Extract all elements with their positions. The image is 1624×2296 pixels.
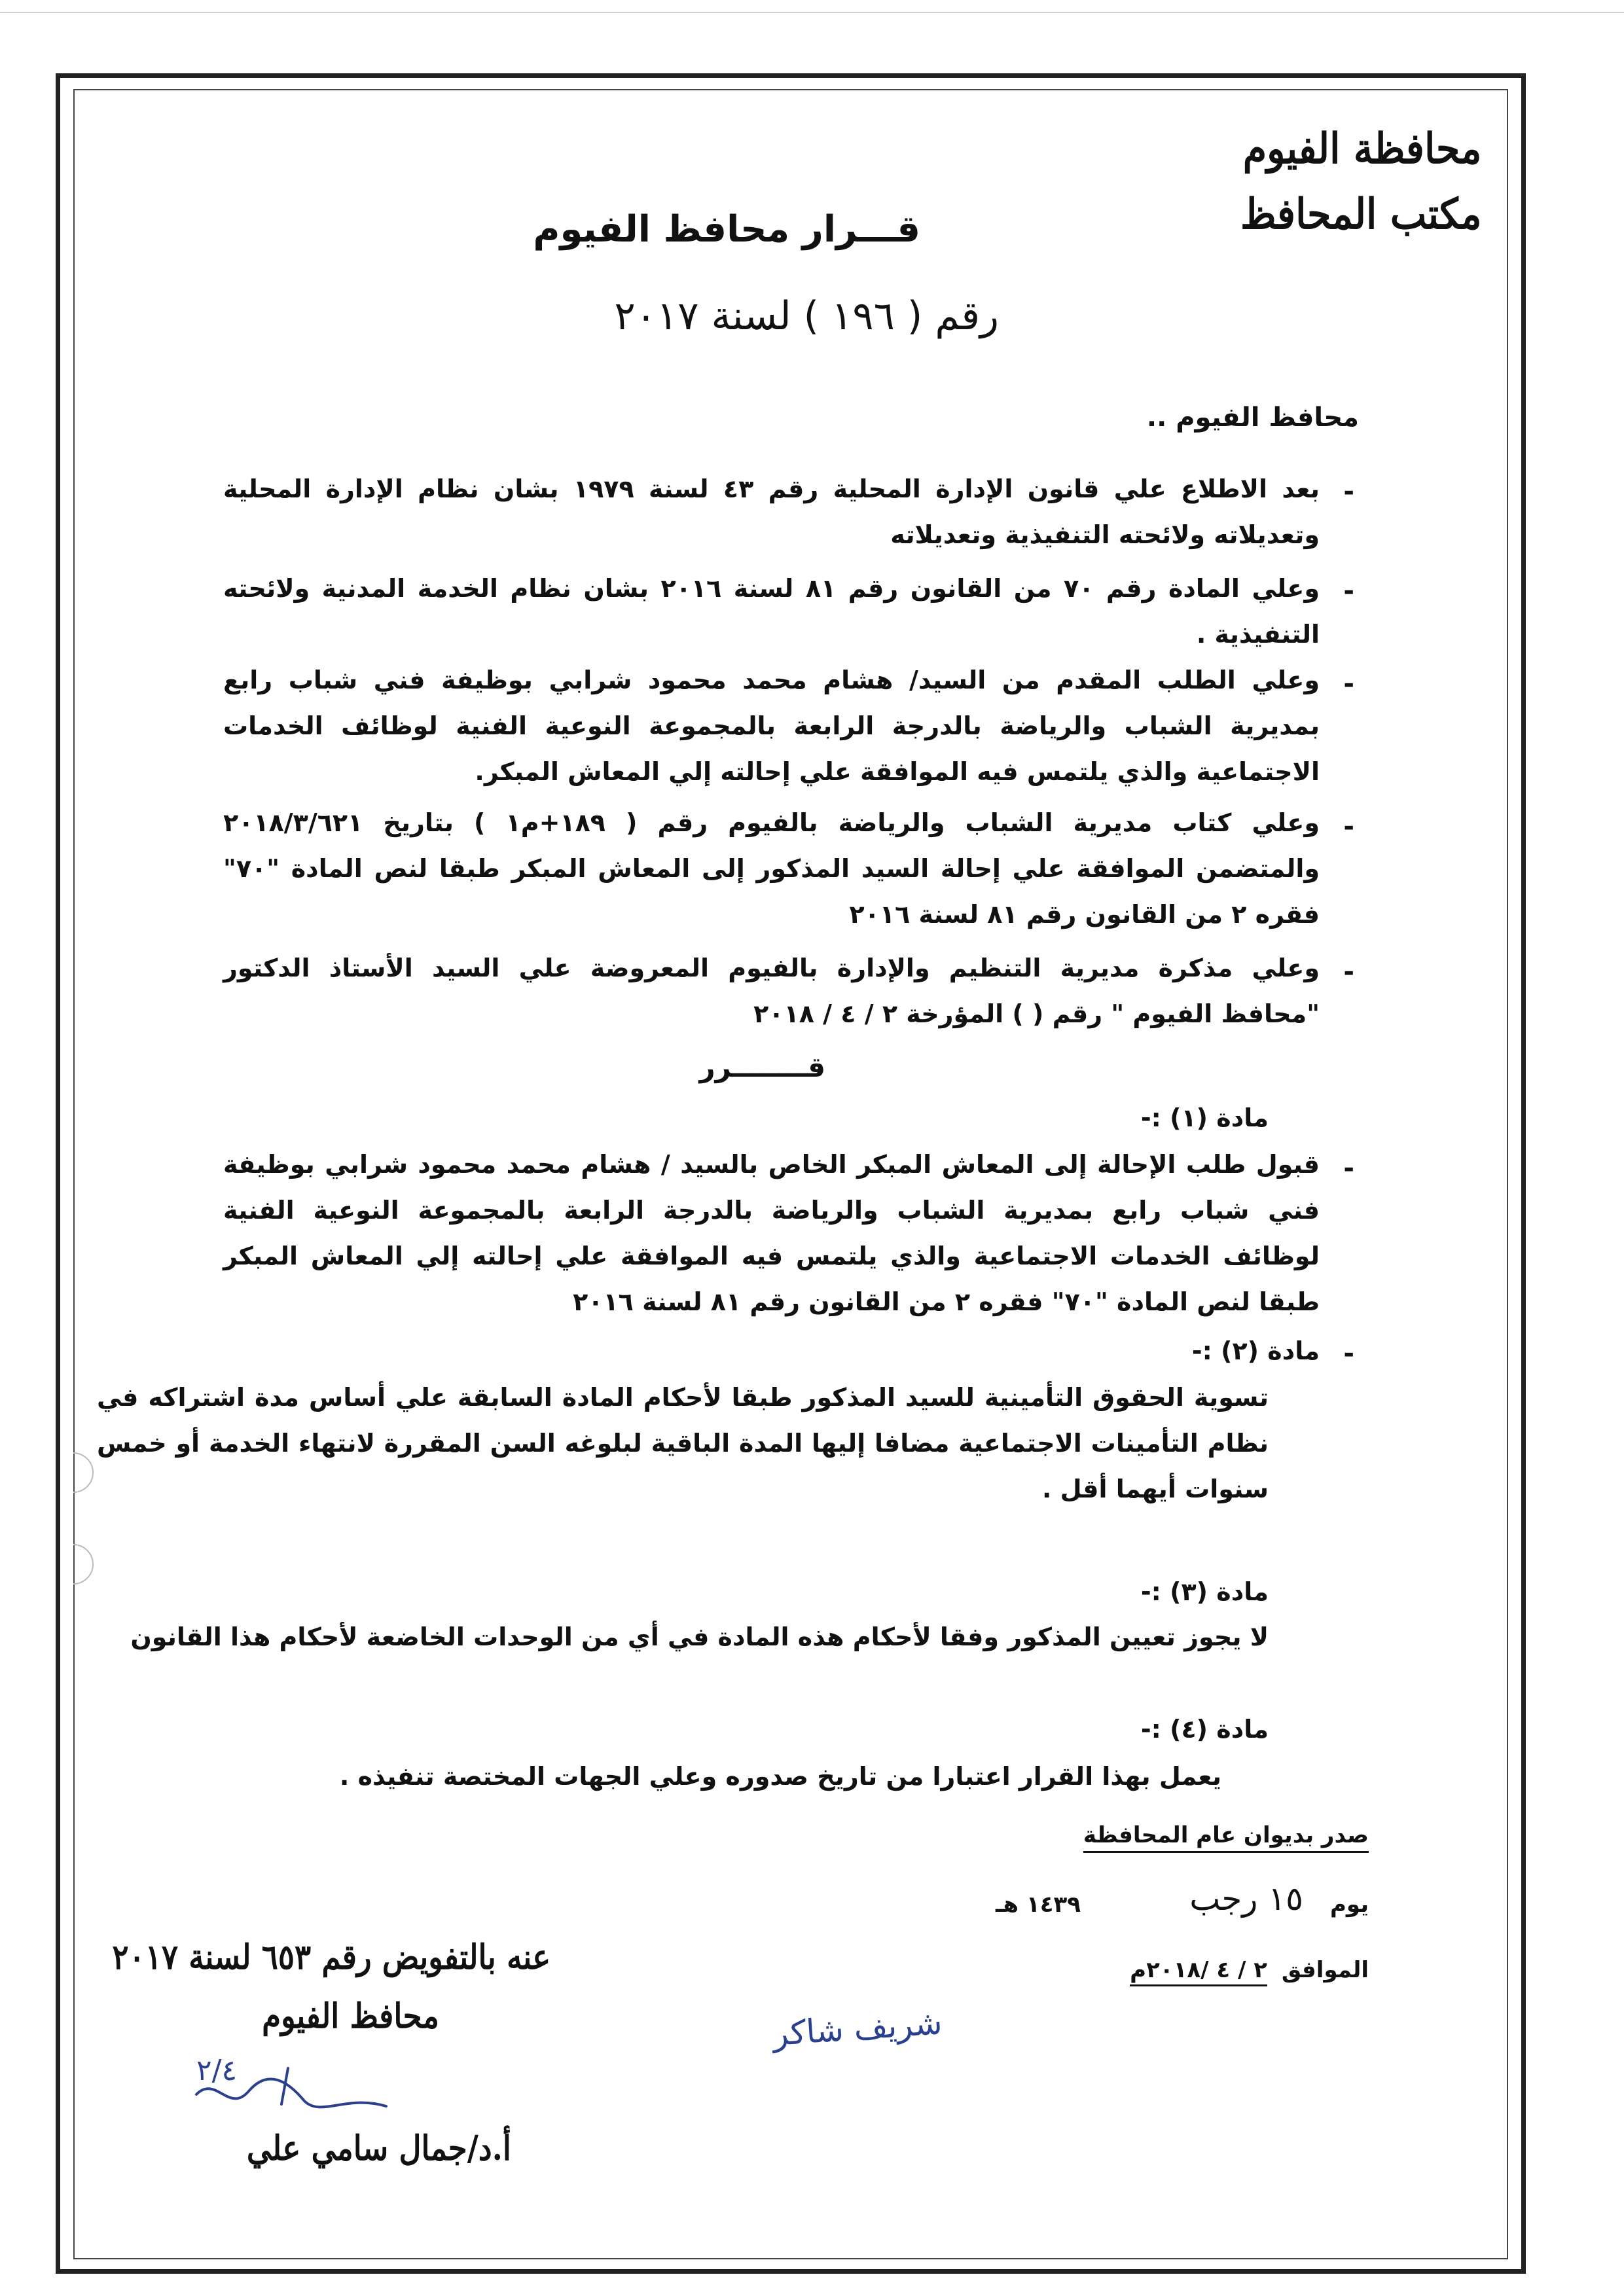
bullet: - bbox=[1343, 1153, 1354, 1183]
article-4-text: يعمل بهذا القرار اعتبارا من تاريخ صدوره وعلي الجهات المختصة تنفيذه . bbox=[339, 1762, 1221, 1791]
bullet: - bbox=[1343, 957, 1354, 987]
article-2-text: تسوية الحقوق التأمينية للسيد المذكور طبقا لأحكام المادة السابقة علي أساس مدة اشتراكه في نظام التأمينات الاجتماعية مضافا إليها المدة الباقية لبلوغه السن المقررة لانتهاء الخدمة أو خمس سنوات أيهما أقل . bbox=[97, 1383, 1269, 1503]
recital-1: بعد الاطلاع علي قانون الإدارة المحلية رقم ٤٣ لسنة ١٩٧٩ بشان نظام الإدارة المحلية وتعديلاته ولائحته التنفيذية وتعديلاته bbox=[223, 475, 1320, 549]
hijri-day-handwritten: ١٥ رجب bbox=[1189, 1880, 1303, 1918]
delegation-line: عنه بالتفويض رقم ٦٥٣ لسنة ٢٠١٧ bbox=[112, 1937, 550, 1977]
article-4-heading: مادة (٤) :- bbox=[1140, 1715, 1269, 1744]
recital-2: وعلي المادة رقم ٧٠ من القانون رقم ٨١ لسنة ٢٠١٦ بشان نظام الخدمة المدنية ولائحته التنفيذية . bbox=[223, 574, 1320, 649]
signatory-title: محافظ الفيوم bbox=[262, 1996, 439, 2036]
corresponding-label: الموافق bbox=[1281, 1957, 1369, 1983]
signature-date-handwritten: ٢/٤ bbox=[196, 2054, 238, 2087]
bullet: - bbox=[1343, 476, 1354, 507]
decree-title: قـــرار محافظ الفيوم bbox=[533, 208, 920, 251]
bullet: - bbox=[1343, 1338, 1354, 1369]
article-1-text: قبول طلب الإحالة إلى المعاش المبكر الخاص بالسيد / هشام محمد محمود شرابي بوظيفة فني شباب رابع بمديرية الشباب والرياضة بالدرجة الرابعة بالمجموعة النوعية الفنية لوظائف الخدمات الاجتماعية والذي يلتمس فيه الموافقة علي إحالته إلي المعاش المبكر طبقا لنص المادة "٧٠" فقره ٢ من القانون رقم ٨١ لسنة ٢٠١٦ bbox=[223, 1150, 1320, 1316]
bullet: - bbox=[1343, 812, 1354, 842]
punch-hole-marks bbox=[73, 1440, 113, 1597]
hijri-year: ١٤٣٩ هـ bbox=[995, 1892, 1081, 1918]
article-3-text: لا يجوز تعيين المذكور وفقا لأحكام هذه المادة في أي من الوحدات الخاضعة لأحكام هذا القانون bbox=[130, 1623, 1269, 1651]
article-2-heading: مادة (٢) :- bbox=[1191, 1336, 1320, 1365]
recital-5: وعلي مذكرة مديرية التنظيم والإدارة بالفيوم المعروضة علي السيد الأستاذ الدكتور "محافظ الفيوم " رقم ( ) المؤرخة ٢ / ٤ / ٢٠١٨ bbox=[223, 954, 1320, 1028]
issued-at: صدر بديوان عام المحافظة bbox=[1083, 1822, 1369, 1853]
initials-handwritten: شريف شاكر bbox=[771, 2003, 944, 2053]
bullet: - bbox=[1343, 669, 1354, 699]
article-3-heading: مادة (٣) :- bbox=[1140, 1577, 1269, 1606]
recital-4: وعلي كتاب مديرية الشباب والرياضة بالفيوم رقم ( ١٨٩+م١ ) بتاريخ ٢٠١٨/٣/٦٢١ والمتضمن الموافقة علي إحالة السيد المذكور إلى المعاش المبكر طبقا لنص المادة "٧٠" فقره ٢ من القانون رقم ٨١ لسنة ٢٠١٦ bbox=[223, 808, 1320, 929]
day-label: يوم bbox=[1329, 1892, 1369, 1918]
governorate-name: محافظة الفيوم bbox=[1242, 124, 1481, 173]
opening-line: محافظ الفيوم .. bbox=[1146, 403, 1359, 433]
article-1-heading: مادة (١) :- bbox=[1140, 1103, 1269, 1132]
bullet: - bbox=[1343, 576, 1354, 606]
page-top-edge bbox=[0, 12, 1624, 13]
decree-number: رقم ( ١٩٦ ) لسنة ٢٠١٧ bbox=[614, 293, 999, 339]
recital-3: وعلي الطلب المقدم من السيد/ هشام محمد محمود شرابي بوظيفة فني شباب رابع بمديرية الشباب والرياضة بالدرجة الرابعة بالمجموعة النوعية الفنية لوظائف الخدمات الاجتماعية والذي يلتمس فيه الموافقة علي إحالته إلي المعاش المبكر. bbox=[223, 666, 1320, 786]
signatory-name: أ.د/جمال سامي علي bbox=[246, 2128, 511, 2168]
governor-office-name: مكتب المحافظ bbox=[1240, 190, 1481, 239]
gregorian-date: ٢ / ٤ /٢٠١٨م bbox=[1130, 1957, 1267, 1986]
decides-heading: قــــــــرر bbox=[699, 1051, 825, 1083]
